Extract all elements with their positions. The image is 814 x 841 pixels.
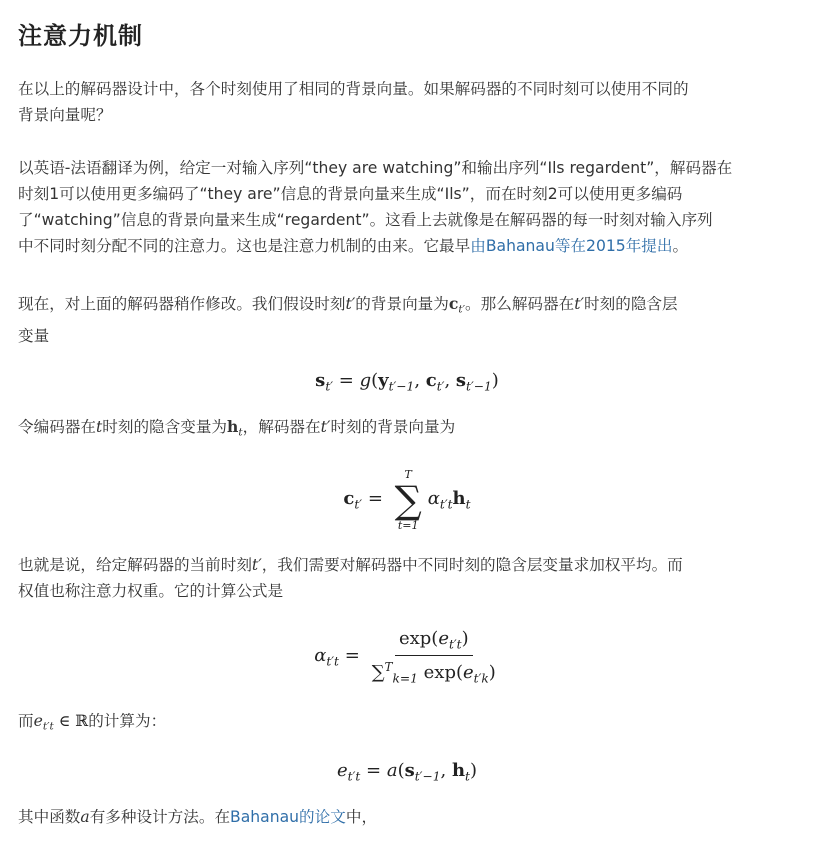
math-e: e xyxy=(438,628,449,649)
equation-decoder-state: $s_{t'} = g(y_{t'-1}$, $c_{t'}$, $s_{t'-1}$) xyxy=(315,370,499,394)
fraction-numerator: $\exp(e_{t't})$ xyxy=(395,628,473,656)
paragraph-intro xyxy=(18,76,798,128)
text-fragment: 中， xyxy=(345,808,378,826)
fraction-denominator: ∑$^T_{k=1}$ $\exp(e_{t'k})$ xyxy=(371,660,496,686)
text-line: 背景向量呢？ xyxy=(18,106,112,124)
sum-lower-limit: t=1 xyxy=(397,519,419,532)
paragraph-function-design xyxy=(18,804,798,830)
text-line xyxy=(18,552,798,578)
fraction xyxy=(368,628,500,686)
math-y: y xyxy=(378,370,389,391)
math-t-prime: t′ xyxy=(574,295,585,313)
math-s: s xyxy=(404,760,415,781)
text-line: 在以上的解码器设计中，各个时刻使用了相同的背景向量。如果解码器的不同时刻可以使用不同的 xyxy=(18,80,689,98)
math-t-prime: t′ xyxy=(251,556,262,574)
math-subscript: t′t xyxy=(347,769,361,784)
math-s: s xyxy=(315,370,326,391)
math-e: e xyxy=(463,662,474,684)
text-fragment: 也就是说，给定解码器的当前时刻 xyxy=(18,556,252,574)
math-e: e xyxy=(337,760,348,781)
math-e: e xyxy=(33,712,43,730)
text-line: 变量 xyxy=(18,326,50,345)
paragraph-encoder-hidden xyxy=(18,414,798,446)
math-subscript: t′ xyxy=(458,303,466,316)
text-fragment: 的背景向量为 xyxy=(355,295,449,313)
math-c: c xyxy=(448,294,459,313)
math-t-prime: t′ xyxy=(345,295,356,313)
math-subscript: t′ xyxy=(436,379,445,394)
sigma-symbol: ∑ xyxy=(371,662,385,684)
section-title: 注意力机制 xyxy=(18,22,143,50)
text-line xyxy=(18,414,798,446)
math-t-prime: t′ xyxy=(320,418,331,436)
text-line xyxy=(18,804,798,830)
math-subscript: t′t xyxy=(448,637,462,652)
text-fragment: 有多种设计方法。在 xyxy=(89,808,231,826)
math-subscript: t′t xyxy=(326,654,339,669)
math-subscript: t xyxy=(238,426,243,439)
math-t: t xyxy=(95,418,103,436)
math-h: h xyxy=(227,417,239,436)
math-a: a xyxy=(386,760,398,781)
math-a: a xyxy=(80,808,90,826)
math-subscript: t′t xyxy=(42,720,54,733)
text-line xyxy=(18,291,798,323)
paragraph-example xyxy=(18,155,798,259)
text-line: 了“watching”信息的背景向量来生成“regardent”。这看上去就像是在解码器的每一时刻对输入序列 xyxy=(18,211,713,229)
math-exp: exp xyxy=(398,628,432,649)
math-subscript: t′ xyxy=(325,379,334,394)
math-g: g xyxy=(359,370,372,391)
math-subscript: t xyxy=(465,497,471,512)
math-alpha: α xyxy=(314,645,327,667)
paragraph-modify xyxy=(18,291,798,349)
math-subscript: t′−1 xyxy=(414,769,441,784)
math-subscript: k=1 xyxy=(392,671,418,686)
text-fragment: 而 xyxy=(18,712,34,730)
text-line: 时刻1可以使用更多编码了“they are”信息的背景向量来生成“Ils”，而在时刻2可以使用更多编码 xyxy=(18,185,683,203)
equation-energy: $e_{t't} = a(s_{t'-1}$, $h_t$) xyxy=(337,760,477,784)
text-fragment: 令编码器在 xyxy=(18,418,96,436)
math-superscript: T xyxy=(384,660,393,675)
text-fragment: ，解码器在 xyxy=(242,418,321,436)
math-subscript: t′ xyxy=(354,497,363,512)
paragraph-energy-def xyxy=(18,708,798,740)
math-c: c xyxy=(343,488,355,510)
text-fragment: 其中函数 xyxy=(18,808,81,826)
math-subscript: t xyxy=(465,769,470,784)
sum-expression: $c_{t'}$ = T ∑ t=1 $\alpha_{t't}h_t$ xyxy=(343,468,471,532)
math-subscript: t′t xyxy=(439,497,453,512)
text-fragment: 中不同时刻分配不同的注意力。这也是注意力机制的由来。它最早 xyxy=(18,237,471,255)
text-line xyxy=(18,708,798,740)
math-exp: exp xyxy=(423,662,456,684)
text-fragment: 。那么解码器在 xyxy=(465,295,575,313)
math-subscript: t′k xyxy=(473,671,489,686)
bahanau-paper-link[interactable]: Bahanau的论文 xyxy=(230,808,346,826)
text-line: 以英语-法语翻译为例，给定一对输入序列“they are watching”和输出序列“Ils regardent”，解码器在 xyxy=(18,159,733,177)
math-subscript: t′−1 xyxy=(388,379,415,394)
text-fragment: 。 xyxy=(672,237,689,255)
math-h: h xyxy=(451,760,466,781)
fraction-expression: $\alpha_{t't}$ = $\frac{\exp(e_{t't})}{\sum^T_{k=1} \exp(e_{t'k})}$ xyxy=(314,628,500,686)
text-fragment: ，我们需要对解码器中不同时刻的隐含层变量求加权平均。而 xyxy=(261,556,683,574)
equation-attention-weight xyxy=(0,628,814,686)
paragraph-weighted-average xyxy=(18,552,798,604)
text-fragment: 时刻的背景向量为 xyxy=(330,418,456,436)
text-fragment: 现在，对上面的解码器稍作修改。我们假设时刻 xyxy=(18,295,346,313)
sum-upper-limit: T xyxy=(404,468,412,481)
text-fragment: 时刻的隐含变量为 xyxy=(102,418,228,436)
math-alpha: α xyxy=(427,488,440,510)
sigma-symbol: ∑ xyxy=(394,478,422,522)
bahanau-2015-link[interactable]: 由Bahanau等在2015年提出 xyxy=(470,237,673,255)
math-h: h xyxy=(452,488,466,510)
math-c: c xyxy=(425,370,437,391)
text-line: 权值也称注意力权重。它的计算公式是 xyxy=(18,582,284,600)
text-fragment: 的计算为： xyxy=(88,712,167,730)
summation-operator xyxy=(395,468,422,532)
text-line xyxy=(18,233,798,259)
math-subscript: t′−1 xyxy=(466,379,492,394)
equation-context-vector xyxy=(0,468,814,532)
math-s: s xyxy=(455,370,467,391)
math-in-reals: ∈ ℝ xyxy=(58,712,89,730)
text-fragment: 时刻的隐含层 xyxy=(584,295,678,313)
